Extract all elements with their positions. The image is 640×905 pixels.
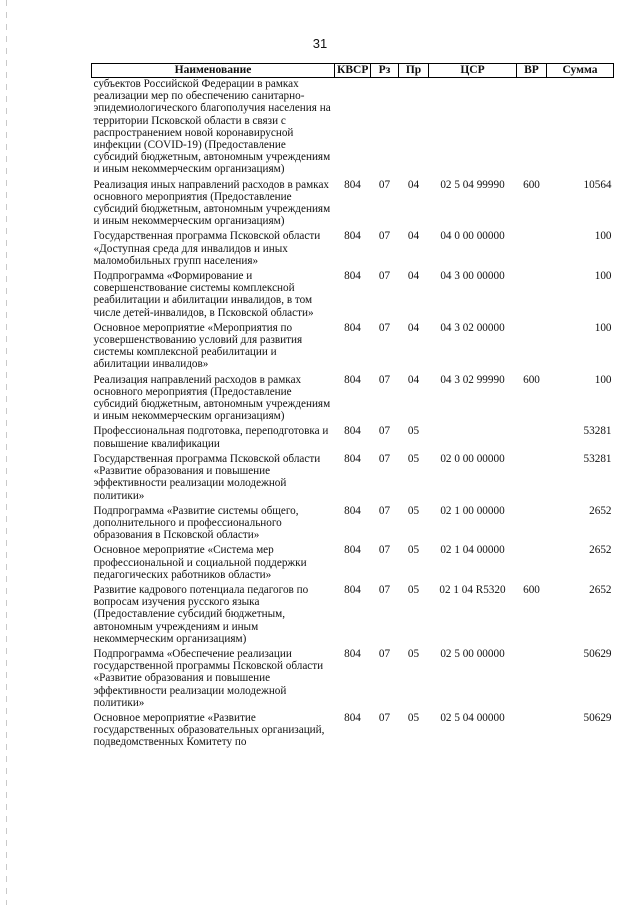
row-rz: 07 <box>378 647 391 660</box>
row-name: Развитие кадрового потенциала педагогов по вопросам изучения русского языка (Предоставление субсидий бюджетным, автономным учреждениям и иным некоммерческим организациям) <box>93 583 309 645</box>
row-kvsr: 804 <box>344 321 361 334</box>
budget-table <box>91 63 614 752</box>
row-vr <box>517 505 547 545</box>
row-pr: 05 <box>407 583 420 596</box>
row-rz: 07 <box>378 321 391 334</box>
row-vr <box>517 230 547 270</box>
row-rz: 07 <box>378 230 391 243</box>
table-row <box>92 453 614 505</box>
row-rz: 07 <box>378 583 391 596</box>
row-name: Реализация иных направлений расходов в рамках основного мероприятия (Предоставление субсидий бюджетным, автономным учреждениям и иным некоммерческим организациям) <box>93 178 331 228</box>
row-sum: 50629 <box>583 647 612 660</box>
header-pr: Пр <box>399 64 429 78</box>
row-vr <box>517 78 547 179</box>
row-pr: 05 <box>407 711 420 724</box>
row-rz: 07 <box>378 504 391 517</box>
row-name: Подпрограмма «Формирование и совершенствование системы комплексной реабилитации и абилитации инвалидов, в том числе детей-инвалидов, в Псковской области» <box>93 270 314 319</box>
row-sum: 100 <box>594 373 612 386</box>
row-kvsr: 804 <box>344 711 361 724</box>
row-sum: 10564 <box>583 178 612 191</box>
row-rz: 07 <box>378 711 391 724</box>
row-pr: 05 <box>407 504 420 517</box>
table-row <box>92 425 614 452</box>
header-sum: Сумма <box>547 64 614 78</box>
row-name: Профессиональная подготовка, переподготовка и повышение квалификации <box>93 425 329 450</box>
row-sum: 53281 <box>583 425 612 438</box>
header-csr: ЦСР <box>429 64 517 78</box>
row-pr: 05 <box>407 452 420 465</box>
row-vr <box>517 425 547 452</box>
row-csr: 04 0 00 00000 <box>440 230 505 243</box>
row-rz <box>371 78 399 179</box>
row-name: Реализация направлений расходов в рамках основного мероприятия (Предоставление субсидий бюджетным, автономным учреждениям и иным некоммерческим организациям) <box>93 373 331 423</box>
row-kvsr: 804 <box>344 373 361 386</box>
row-csr <box>429 425 517 452</box>
row-sum: 100 <box>594 230 612 243</box>
row-sum: 2652 <box>589 544 612 557</box>
row-kvsr: 804 <box>344 647 361 660</box>
row-name: Основное мероприятие «Мероприятия по усовершенствованию условий для развития системы комплексной реабилитации и абилитации инвалидов» <box>93 321 303 371</box>
scan-edge <box>6 0 7 905</box>
row-pr: 05 <box>407 647 420 660</box>
row-kvsr: 804 <box>344 452 361 465</box>
row-kvsr: 804 <box>344 230 361 243</box>
row-vr <box>517 322 547 374</box>
row-pr: 05 <box>407 425 420 438</box>
row-name: Государственная программа Псковской области «Доступная среда для инвалидов и иных маломобильных групп населения» <box>93 230 321 267</box>
row-sum: 100 <box>594 321 612 334</box>
row-csr: 04 3 00 00000 <box>440 270 505 283</box>
page-number: 31 <box>312 36 328 51</box>
header-row <box>92 64 614 78</box>
row-csr: 02 1 00 00000 <box>440 504 505 517</box>
table-row <box>92 78 614 179</box>
row-rz: 07 <box>378 270 391 283</box>
row-csr: 02 5 00 00000 <box>440 647 505 660</box>
row-sum: 2652 <box>589 583 612 596</box>
row-vr <box>517 544 547 584</box>
row-name: Подпрограмма «Обеспечение реализации государственной программы Псковской области «Развитие образования и повышение эффективности реализации молодежной политики» <box>93 647 324 709</box>
row-rz: 07 <box>378 544 391 557</box>
table-row <box>92 648 614 712</box>
row-name: Основное мероприятие «Система мер профессиональной и социальной поддержки педагогических работников области» <box>93 544 307 581</box>
row-rz: 07 <box>378 178 391 191</box>
row-vr <box>517 712 547 752</box>
row-vr: 600 <box>523 583 540 596</box>
row-rz: 07 <box>378 425 391 438</box>
row-pr: 04 <box>407 321 420 334</box>
row-vr: 600 <box>523 178 540 191</box>
row-name: Основное мероприятие «Развитие государственных образовательных организаций, подведомственных Комитету по <box>93 711 325 749</box>
row-vr: 600 <box>523 373 540 386</box>
table-row <box>92 544 614 584</box>
row-csr: 02 5 04 99990 <box>440 178 505 191</box>
row-rz: 07 <box>378 452 391 465</box>
row-sum: 100 <box>594 270 612 283</box>
header-rz: Рз <box>371 64 399 78</box>
row-csr: 02 1 04 R5320 <box>439 583 506 596</box>
table-row <box>92 230 614 270</box>
table-row <box>92 505 614 545</box>
table-body <box>92 78 614 752</box>
table-row <box>92 584 614 648</box>
table-row <box>92 712 614 752</box>
row-kvsr: 804 <box>344 425 361 438</box>
row-pr: 04 <box>407 270 420 283</box>
row-csr: 02 5 04 00000 <box>440 711 505 724</box>
row-sum <box>547 78 614 179</box>
row-kvsr: 804 <box>344 583 361 596</box>
header-kvsr: КВСР <box>335 64 371 78</box>
row-vr <box>517 648 547 712</box>
row-sum: 53281 <box>583 452 612 465</box>
row-pr <box>399 78 429 179</box>
row-kvsr: 804 <box>344 270 361 283</box>
row-vr <box>517 453 547 505</box>
row-pr: 04 <box>407 373 420 386</box>
row-sum: 2652 <box>589 504 612 517</box>
row-csr <box>429 78 517 179</box>
row-name: Государственная программа Псковской области «Развитие образования и повышение эффективности реализации молодежной политики» <box>93 452 321 502</box>
row-rz: 07 <box>378 373 391 386</box>
row-pr: 05 <box>407 544 420 557</box>
table-row <box>92 374 614 426</box>
row-csr: 04 3 02 99990 <box>440 373 505 386</box>
header-vr: ВР <box>517 64 547 78</box>
row-sum: 50629 <box>583 711 612 724</box>
row-vr <box>517 270 547 322</box>
row-kvsr <box>335 78 371 179</box>
table-row <box>92 322 614 374</box>
row-pr: 04 <box>407 230 420 243</box>
row-csr: 04 3 02 00000 <box>440 321 505 334</box>
table-row <box>92 270 614 322</box>
row-kvsr: 804 <box>344 178 361 191</box>
row-kvsr: 804 <box>344 504 361 517</box>
row-name: субъектов Российской Федерации в рамках реализации мер по обеспечению санитарно-эпидемиологического благополучия населения на территории Псковской области в связи с распространением новой коронавирусной инфекции (COVID-19) (Предоставление субсидий бюджетным, автономным учреждениям и иным некоммерческим организациям) <box>93 78 331 176</box>
table-row <box>92 179 614 231</box>
header-name: Наименование <box>92 64 335 78</box>
row-kvsr: 804 <box>344 544 361 557</box>
row-csr: 02 0 00 00000 <box>440 452 505 465</box>
row-name: Подпрограмма «Развитие системы общего, дополнительного и профессионального образования в Псковской области» <box>93 504 299 542</box>
row-pr: 04 <box>407 178 420 191</box>
row-csr: 02 1 04 00000 <box>440 544 505 557</box>
